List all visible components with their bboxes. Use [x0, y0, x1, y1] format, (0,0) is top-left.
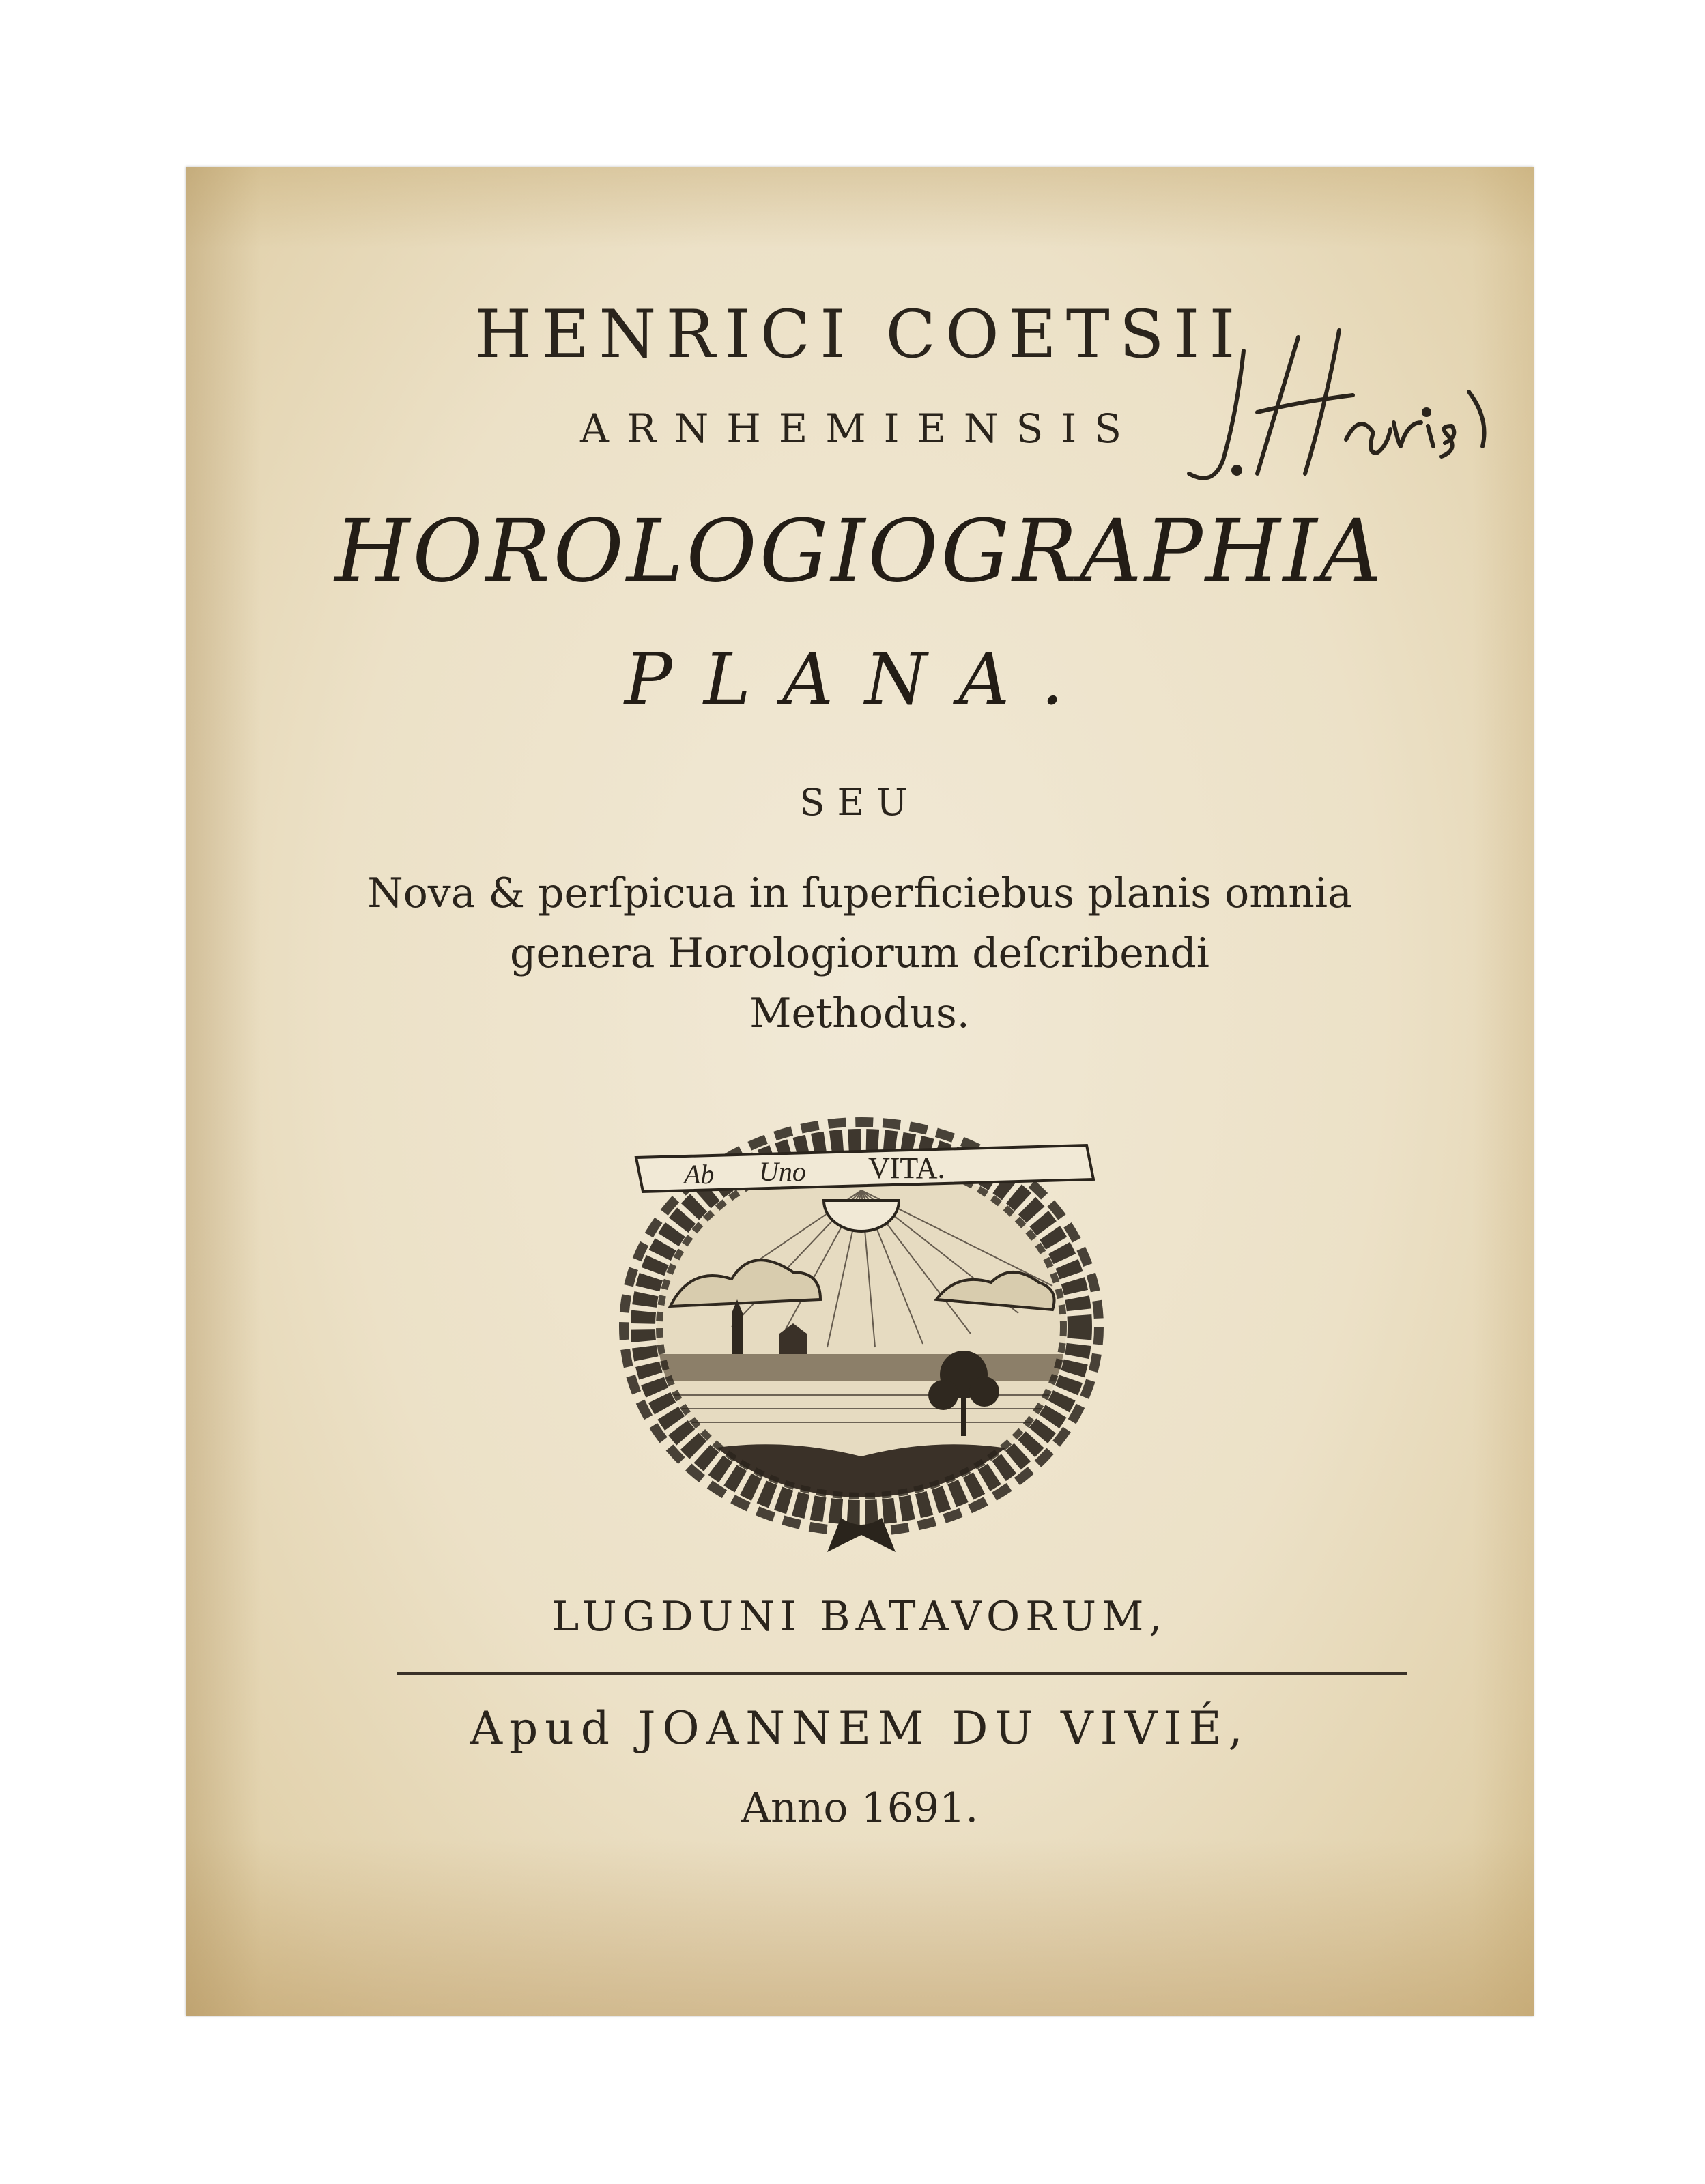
subtitle-line-3: Methodus. [749, 990, 970, 1037]
motto-word-1: Ab [684, 1159, 715, 1190]
title-line-2: PLANA. [624, 637, 1095, 721]
title-page [186, 167, 1534, 2016]
place-of-publication: LUGDUNI BATAVORUM, [551, 1593, 1168, 1641]
subtitle-line-2: genera Horologiorum deſcribendi [510, 930, 1209, 977]
publisher-imprint: Apud JOANNEM DU VIVIÉ, [470, 1702, 1250, 1755]
motto-word-2: Uno [759, 1156, 806, 1187]
divider-rule [397, 1672, 1407, 1675]
author-origin: ARNHEMIENSIS [580, 405, 1139, 452]
title-line-1: HOROLOGIOGRAPHIA [334, 501, 1385, 601]
subtitle-line-1: Nova & perſpicua in ſuperficiebus planis omnia [367, 870, 1352, 917]
paper-stain-bottom [186, 1839, 1534, 2016]
motto-banner [636, 1145, 1093, 1192]
printers-device-woodcut [554, 1081, 1169, 1559]
motto-word-3: VITA. [868, 1151, 945, 1185]
publication-year: Anno 1691. [741, 1784, 979, 1832]
subtitle-conjunction: SEU [799, 781, 920, 824]
handwritten-signature [1169, 310, 1534, 515]
paper-stain-top [186, 167, 1534, 248]
author-name: HENRICI COETSII [474, 296, 1245, 373]
